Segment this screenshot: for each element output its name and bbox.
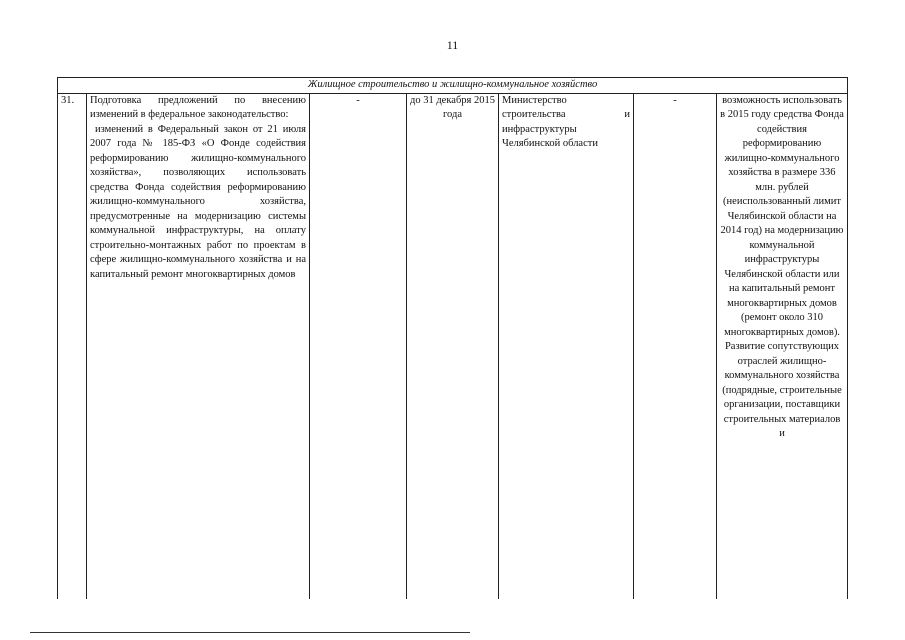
row-number: 31. — [58, 93, 87, 599]
measures-table — [57, 77, 848, 599]
event-paragraph: изменений в Федеральный закон от 21 июля 2007 года № 185-ФЗ «О Фонде содействия реформированию жилищно-коммунального хозяйства», позволяющих использовать средства Фонда содействия реформированию жилищно-коммунального хозяйства, предусмотренные на модернизацию системы коммунальной инфраструктуры, на оплату строительно-монтажных работ по проектам в сфере жилищно-коммунального хозяйства и на капитальный ремонт многоквартирных домов — [90, 123, 306, 280]
section-header-row — [58, 78, 848, 94]
footer-divider — [30, 632, 470, 633]
section-title: Жилищное строительство и жилищно-коммунальное хозяйство — [58, 78, 848, 94]
empty-dash-cell: - — [634, 93, 717, 599]
executor-cell: Министерство строительства и инфраструктуры Челябинской области — [499, 93, 634, 599]
expected-result-cell: возможность использовать в 2015 году средства Фонда содействия реформированию жилищно-коммунального хозяйства в размере 336 млн. рублей (неиспользованный лимит Челябинской области на 2014 год) на модернизацию коммунальной инфраструктуры Челябинской области или на капитальный ремонт многоквартирных домов (ремонт около 310 многоквартирных домов). Развитие сопутствующих отраслей жилищно-коммунального хозяйства (подрядные, строительные организации, поставщики строительных материалов и — [717, 93, 848, 599]
deadline-cell: до 31 декабря 2015 года — [407, 93, 499, 599]
event-paragraph: Подготовка предложений по внесению изменений в федеральное законодательство: — [90, 94, 306, 120]
table-row — [58, 93, 848, 599]
empty-dash-cell: - — [310, 93, 407, 599]
event-description — [87, 93, 310, 599]
page-number: 11 — [446, 38, 459, 52]
